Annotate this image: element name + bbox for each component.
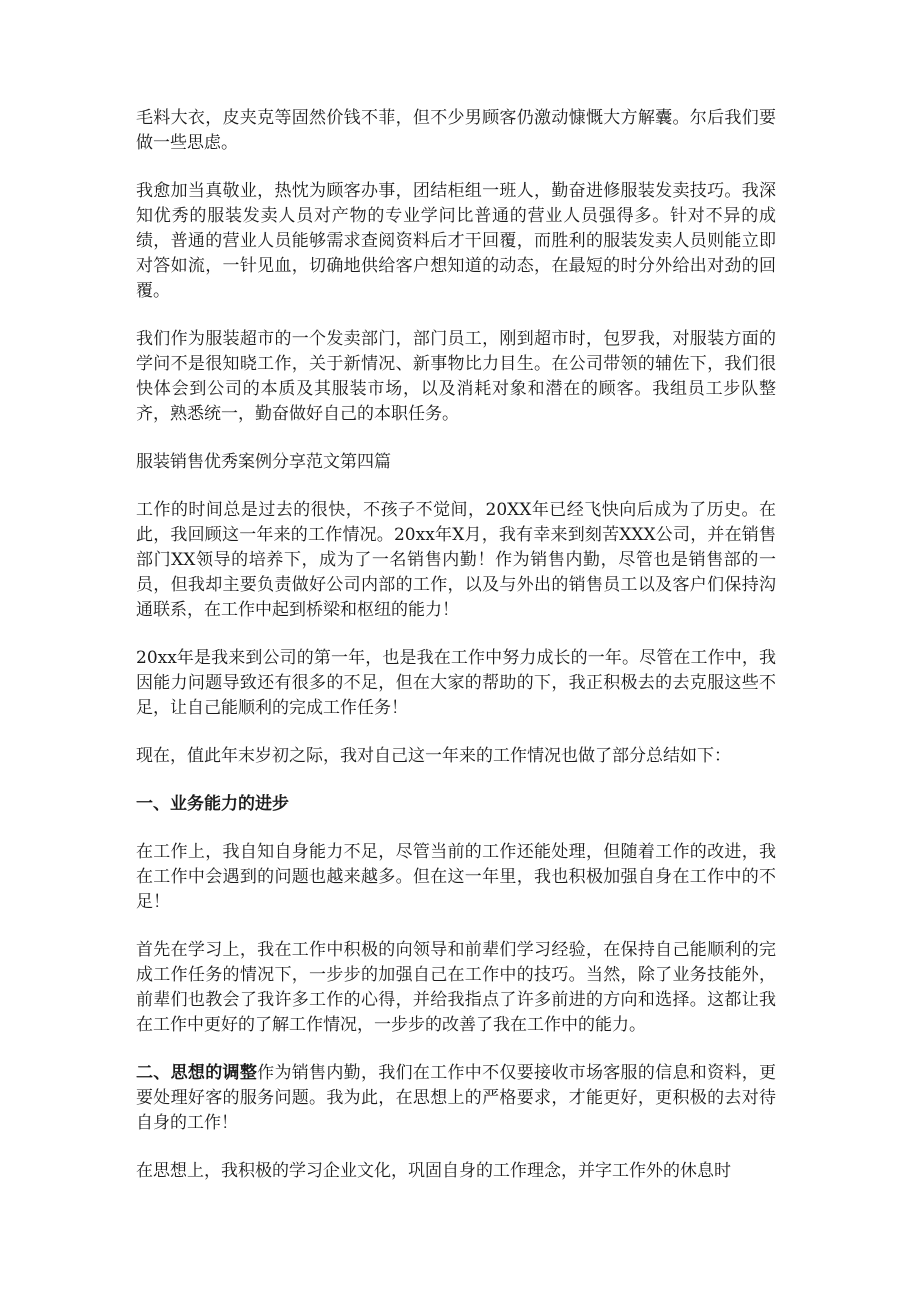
paragraph-3: 我们作为服装超市的一个发卖部门，部门员工，刚到超市时，包罗我，对服装方面的学问不是很知晓工作，关于新情况、新事物比力目生。在公司带领的辅佐下，我们很快体会到公司的本质及其服装市场，以及消耗对象和潜在的顾客。我组员工步队整齐，熟悉统一，勤奋做好自己的本职任务。	[136, 329, 776, 424]
paragraph-9	[136, 1061, 776, 1136]
paragraph-9-text: 作为销售内勤，我们在工作中不仅要接收市场客服的信息和资料，更要处理好客的服务问题。我为此，在思想上的严格要求，才能更好，更积极的去对待自身的工作！	[136, 1063, 777, 1133]
paragraph-6: 现在，值此年末岁初之际，我对自己这一年来的工作情况也做了部分总结如下：	[136, 746, 731, 766]
paragraph-5: 20xx年是我来到公司的第一年，也是我在工作中努力成长的一年。尽管在工作中，我因能力问题导致还有很多的不足，但在大家的帮助的下，我正积极去的去克服这些不足，让自己能顺利的完成工作任务！	[136, 648, 776, 718]
subheading-business-ability: 一、业务能力的进步	[136, 794, 289, 814]
paragraph-7: 在工作上，我自知自身能力不足，尽管当前的工作还能处理，但随着工作的改进，我在工作中会遇到的问题也越来越多。但在这一年里，我也积极加强自身在工作中的不足！	[136, 842, 776, 912]
paragraph-1: 毛料大衣，皮夹克等固然价钱不菲，但不少男顾客仍激动慷慨大方解囊。尔后我们要做一些思虑。	[136, 108, 776, 153]
paragraph-4: 工作的时间总是过去的很快，不孩子不觉间，20XX年已经飞快向后成为了历史。在此，我回顾这一年来的工作情况。20xx年X月，我有幸来到刻苦XXX公司，并在销售部门XX领导的培养下，成为了一名销售内勤！作为销售内勤，尽管也是销售部的一员，但我却主要负责做好公司内部的工作，以及与外出的销售员工以及客户们保持沟通联系，在工作中起到桥梁和枢纽的能力！	[136, 500, 776, 620]
document-page	[136, 106, 776, 1207]
paragraph-10: 在思想上，我积极的学习企业文化，巩固自身的工作理念，并字工作外的休息时	[136, 1161, 731, 1181]
section-heading: 服装销售优秀案例分享范文第四篇	[136, 452, 391, 472]
paragraph-2: 我愈加当真敬业，热忱为顾客办事，团结柜组一班人，勤奋进修服装发卖技巧。我深知优秀的服装发卖人员对产物的专业学问比普通的营业人员强得多。针对不异的成绩，普通的营业人员能够需求查阅资料后才干回覆，而胜利的服装发卖人员则能立即对答如流，一针见血，切确地供给客户想知道的动态，在最短的时分外给出对劲的回覆。	[136, 181, 776, 301]
subheading-thought-adjustment: 二、思想的调整	[136, 1063, 258, 1083]
paragraph-8: 首先在学习上，我在工作中积极的向领导和前辈们学习经验，在保持自己能顺利的完成工作任务的情况下，一步步的加强自己在工作中的技巧。当然，除了业务技能外，前辈们也教会了我许多工作的心得，并给我指点了许多前进的方向和选择。这都让我在工作中更好的了解工作情况，一步步的改善了我在工作中的能力。	[136, 940, 776, 1035]
